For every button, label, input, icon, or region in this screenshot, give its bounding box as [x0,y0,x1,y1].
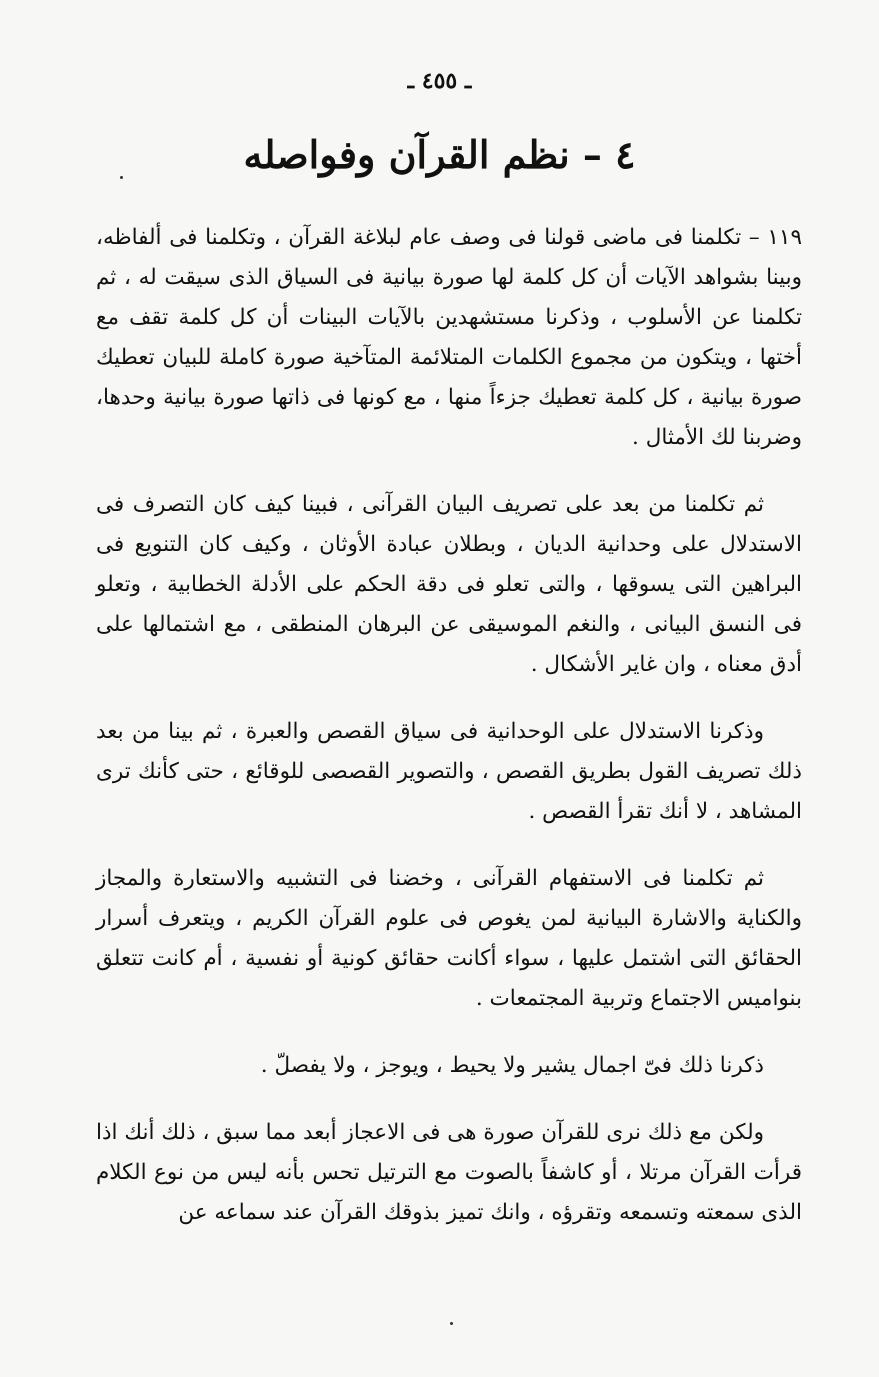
paragraph-1: ١١٩ – تكلمنا فى ماضى قولنا فى وصف عام لبلاغة القرآن ، وتكلمنا فى ألفاظه، وبينا بشواهد الآيات أن كل كلمة لها صورة بيانية فى السياق الذى سيقت له ، ثم تكلمنا عن الأسلوب ، وذكرنا مستشهدين بالآيات البينات أن كل كلمة تقف مع أختها ، ويتكون من مجموع الكلمات المتلائمة المتآخية صورة كاملة للبيان تعطيك صورة بيانية ، كل كلمة تعطيك جزءاً منها ، مع كونها فى ذاتها صورة بيانية وحدها، وضربنا لك الأمثال . [96,225,802,450]
paragraph-3: وذكرنا الاستدلال على الوحدانية فى سياق القصص والعبرة ، ثم بينا من بعد ذلك تصريف القول بطريق القصص ، والتصوير القصصى للوقائع ، حتى كأنك ترى المشاهد ، لا أنك تقرأ القصص . [96,719,802,824]
paragraph-6: ولكن مع ذلك نرى للقرآن صورة هى فى الاعجاز أبعد مما سبق ، ذلك أنك اذا قرأت القرآن مرتلا ، أو كاشفاً بالصوت مع الترتيل تحس بأنه ليس من نوع الكلام الذى سمعته وتسمعه وتقرؤه ، وانك تميز بذوقك القرآن عند سماعه عن [96,1120,802,1225]
speck [450,1322,453,1325]
body-text [96,218,802,1233]
paragraph-5: ذكرنا ذلك فىّ اجمال يشير ولا يحيط ، ويوجز ، ولا يفصلّ . [260,1053,764,1078]
speck [120,176,123,179]
paragraph-2: ثم تكلمنا من بعد على تصريف البيان القرآنى ، فبينا كيف كان التصرف فى الاستدلال على وحدانية الديان ، وبطلان عبادة الأوثان ، وكيف كان التنويع فى البراهين التى يسوقها ، والتى تعلو فى دقة الحكم على الأدلة الخطابية ، وتعلو فى النسق البيانى ، والنغم الموسيقى عن البرهان المنطقى ، مع اشتمالها على أدق معناه ، وان غاير الأشكال . [96,492,802,677]
paragraph-4: ثم تكلمنا فى الاستفهام القرآنى ، وخضنا فى التشبيه والاستعارة والمجاز والكناية والاشارة البيانية لمن يغوص فى علوم القرآن الكريم ، ويتعرف أسرار الحقائق التى اشتمل عليها ، سواء أكانت حقائق كونية أو نفسية ، أم كانت تتعلق بنواميس الاجتماع وتربية المجتمعات . [96,866,802,1011]
page-number: ـ ٤٥٥ ـ [407,68,472,94]
chapter-title: ٤ – نظم القرآن وفواصله [243,132,636,177]
